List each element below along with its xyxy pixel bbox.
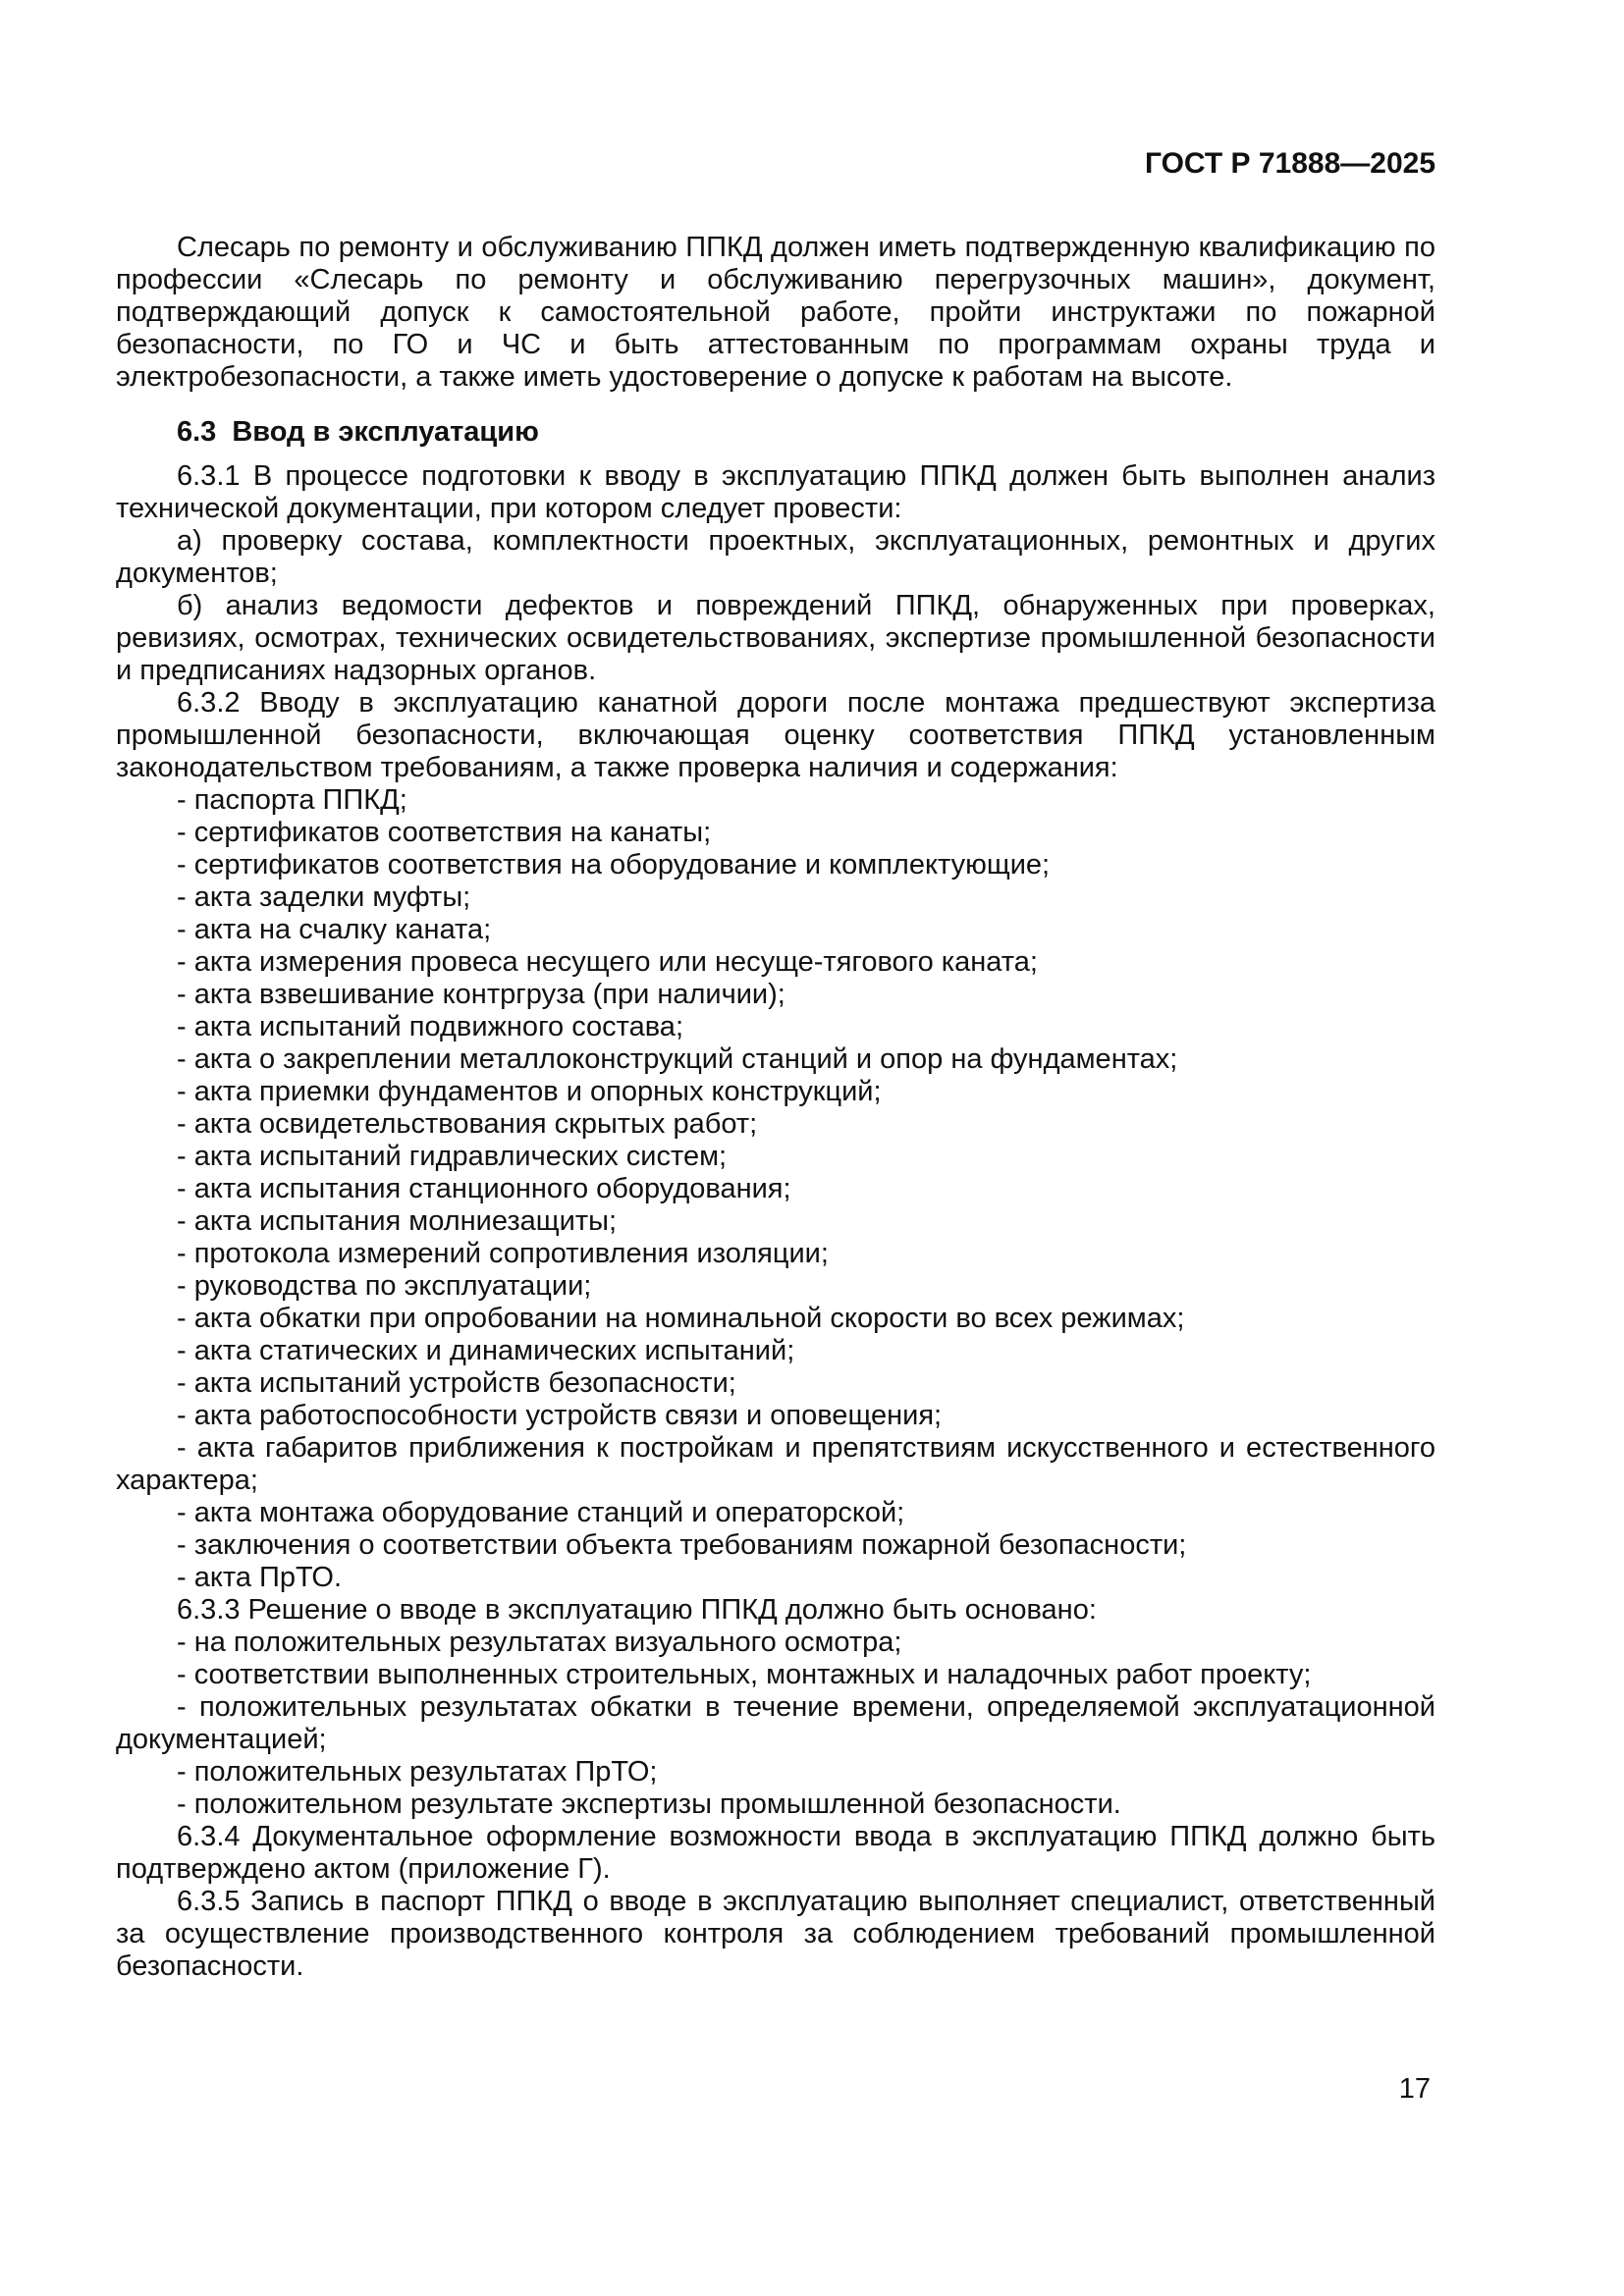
list-item: - заключения о соответствии объекта требованиям пожарной безопасности; xyxy=(177,1529,1187,1561)
list-item: - положительном результате экспертизы промышленной безопасности. xyxy=(177,1789,1121,1820)
page-number: 17 xyxy=(1398,2073,1431,2105)
document-body xyxy=(116,232,1435,1983)
list-item: - акта приемки фундаментов и опорных конструкций; xyxy=(177,1076,882,1107)
list-item: - на положительных результатах визуального осмотра; xyxy=(177,1627,902,1658)
list-item: - соответствии выполненных строительных, монтажных и наладочных работ проекту; xyxy=(177,1659,1312,1690)
list-item: - паспорта ППКД; xyxy=(177,784,407,816)
list-item: - сертификатов соответствия на оборудование и комплектующие; xyxy=(177,849,1051,881)
section-number: 6.3 xyxy=(177,416,217,448)
list-item: - положительных результатах обкатки в течение времени, определяемой эксплуатационной документацией; xyxy=(116,1691,1435,1755)
list-item: - акта испытаний устройств безопасности; xyxy=(177,1367,736,1399)
list-item: - акта испытания станционного оборудования; xyxy=(177,1173,791,1204)
list-item: - акта испытания молниезащиты; xyxy=(177,1205,618,1237)
paragraph: 6.3.4 Документальное оформление возможности ввода в эксплуатацию ППКД должно быть подтверждено актом (приложение Г). xyxy=(116,1821,1435,1885)
list-item: - протокола измерений сопротивления изоляции; xyxy=(177,1238,829,1269)
section-title: Ввод в эксплуатацию xyxy=(232,416,539,448)
list-item: - сертификатов соответствия на канаты; xyxy=(177,817,712,848)
document-code: ГОСТ Р 71888—2025 xyxy=(1144,147,1435,180)
list-item: - положительных результатах ПрТО; xyxy=(177,1756,658,1788)
paragraph: б) анализ ведомости дефектов и повреждений ППКД, обнаруженных при проверках, ревизиях, осмотрах, технических освидетельствованиях, экспертизе промышленной безопасности и предписаниях надзорных органов. xyxy=(116,590,1435,686)
paragraph: Слесарь по ремонту и обслуживанию ППКД должен иметь подтвержденную квалификацию по профессии «Слесарь по ремонту и обслуживанию перегрузочных машин», документ, подтверждающий допуск к самостоятельной работе, пройти инструктажи по пожарной безопасности, по ГО и ЧС и быть аттестованным по программам охраны труда и электробезопасности, а также иметь удостоверение о допуске к работам на высоте. xyxy=(116,232,1435,393)
list-item: - акта статических и динамических испытаний; xyxy=(177,1335,795,1366)
list-item: - акта освидетельствования скрытых работ; xyxy=(177,1108,758,1140)
list-item: - акта работоспособности устройств связи и оповещения; xyxy=(177,1400,943,1431)
paragraph: а) проверку состава, комплектности проектных, эксплуатационных, ремонтных и других документов; xyxy=(116,525,1435,589)
section-heading xyxy=(116,416,1435,449)
list-item: - акта обкатки при опробовании на номинальной скорости во всех режимах; xyxy=(177,1303,1185,1334)
list-item: - акта ПрТО. xyxy=(177,1562,342,1593)
list-item: - руководства по эксплуатации; xyxy=(177,1270,592,1302)
list-item: - акта на счалку каната; xyxy=(177,914,492,945)
paragraph: 6.3.1 В процессе подготовки к вводу в эксплуатацию ППКД должен быть выполнен анализ технической документации, при котором следует провести: xyxy=(116,460,1435,524)
list-item: - акта испытаний подвижного состава; xyxy=(177,1011,683,1042)
list-item: - акта заделки муфты; xyxy=(177,881,471,913)
list-item: - акта измерения провеса несущего или несуще-тягового каната; xyxy=(177,946,1038,978)
paragraph: 6.3.2 Вводу в эксплуатацию канатной дороги после монтажа предшествуют экспертиза промышленной безопасности, включающая оценку соответствия ППКД установленным законодательством требованиям, а также проверка наличия и содержания: xyxy=(116,687,1435,783)
list-item: - акта взвешивание контргруза (при наличии); xyxy=(177,979,785,1010)
paragraph: 6.3.5 Запись в паспорт ППКД о вводе в эксплуатацию выполняет специалист, ответственный за осуществление производственного контроля за соблюдением требований промышленной безопасности. xyxy=(116,1886,1435,1982)
paragraph: 6.3.3 Решение о вводе в эксплуатацию ППКД должно быть основано: xyxy=(177,1594,1097,1626)
list-item: - акта испытаний гидравлических систем; xyxy=(177,1141,728,1172)
list-item: - акта монтажа оборудование станций и операторской; xyxy=(177,1497,905,1528)
list-item: - акта габаритов приближения к постройкам и препятствиям искусственного и естественного характера; xyxy=(116,1432,1435,1496)
list-item: - акта о закреплении металлоконструкций станций и опор на фундаментах; xyxy=(177,1043,1178,1075)
